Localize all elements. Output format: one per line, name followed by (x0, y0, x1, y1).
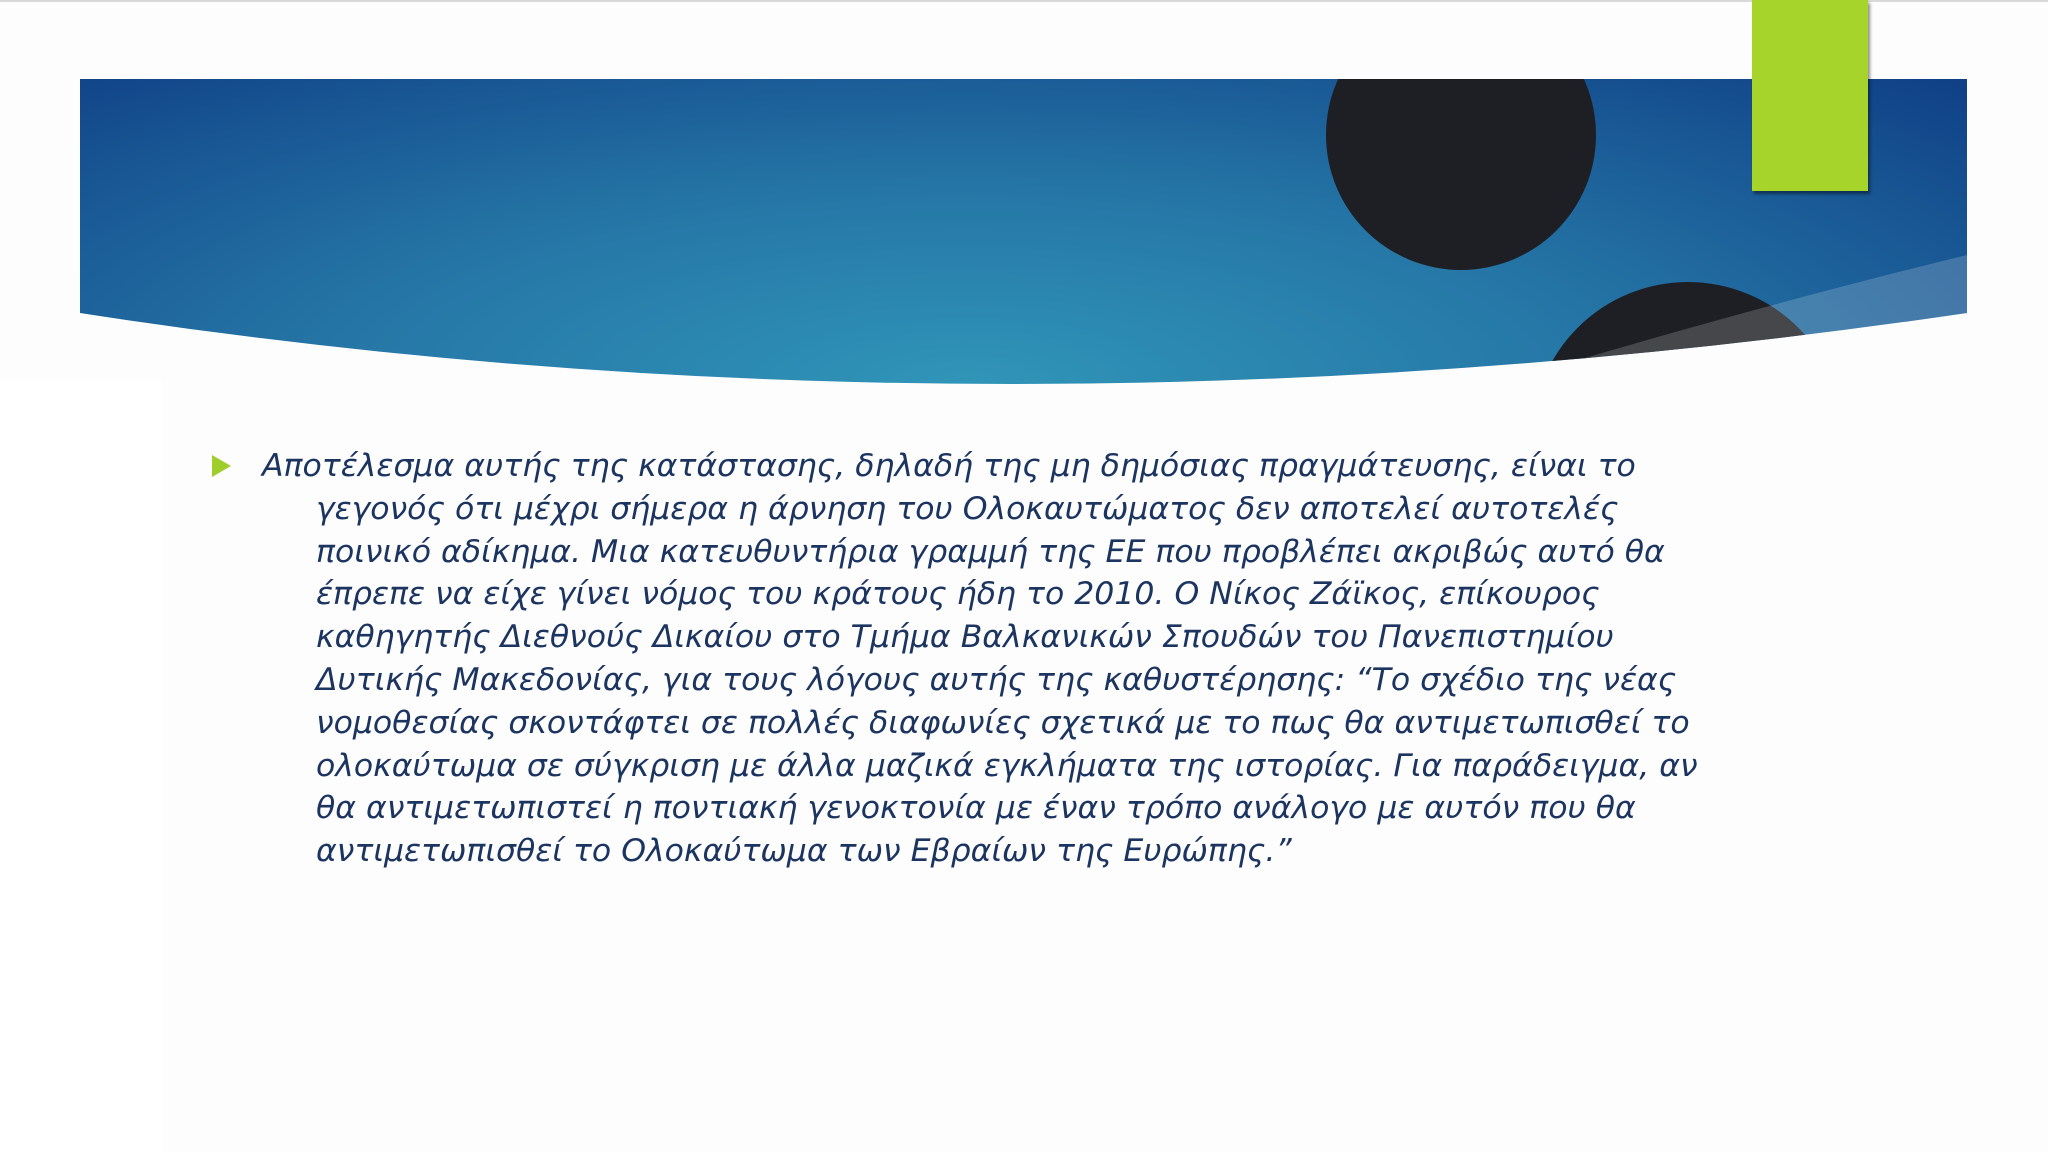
triangle-bullet-icon (212, 455, 231, 477)
header-banner (0, 0, 2048, 400)
accent-tab (1752, 0, 1868, 191)
bullet-text: Αποτέλεσμα αυτής της κατάστασης, δηλαδή της μη δημόσιας πραγμάτευσης, είναι το γεγονός ότι μέχρι σήμερα η άρνηση του Ολοκαυτώματος δεν αποτελεί αυτοτελές ποινικό αδίκημα. Μια κατευθυντήρια γραμμή της ΕΕ που προβλέπει ακριβώς αυτό θα έπρεπε να είχε γίνει νόμος του κράτους ήδη το 2010. Ο Νίκος Ζάϊκος, επίκουρος καθηγητής Διεθνούς Δικαίου στο Τμήμα Βαλκανικών Σπουδών του Πανεπιστημίου Δυτικής Μακεδονίας, για τους λόγους αυτής της καθυστέρησης: “Το σχέδιο της νέας νομοθεσίας σκοντάφτει σε πολλές διαφωνίες σχετικά με το πως θα αντιμετωπισθεί το ολοκαύτωμα σε σύγκριση με άλλα μαζικά εγκλήματα της ιστορίας. Για παράδειγμα, αν θα αντιμετωπιστεί η ποντιακή γενοκτονία με έναν τρόπο ανάλογο με αυτόν που θα αντιμετωπισθεί το Ολοκαύτωμα των Εβραίων της Ευρώπης.” (262, 448, 1698, 870)
left-margin-panel (0, 380, 162, 1152)
content-area (210, 445, 1698, 945)
bullet-item (210, 445, 1698, 873)
decorative-circle-top (1326, 0, 1596, 270)
